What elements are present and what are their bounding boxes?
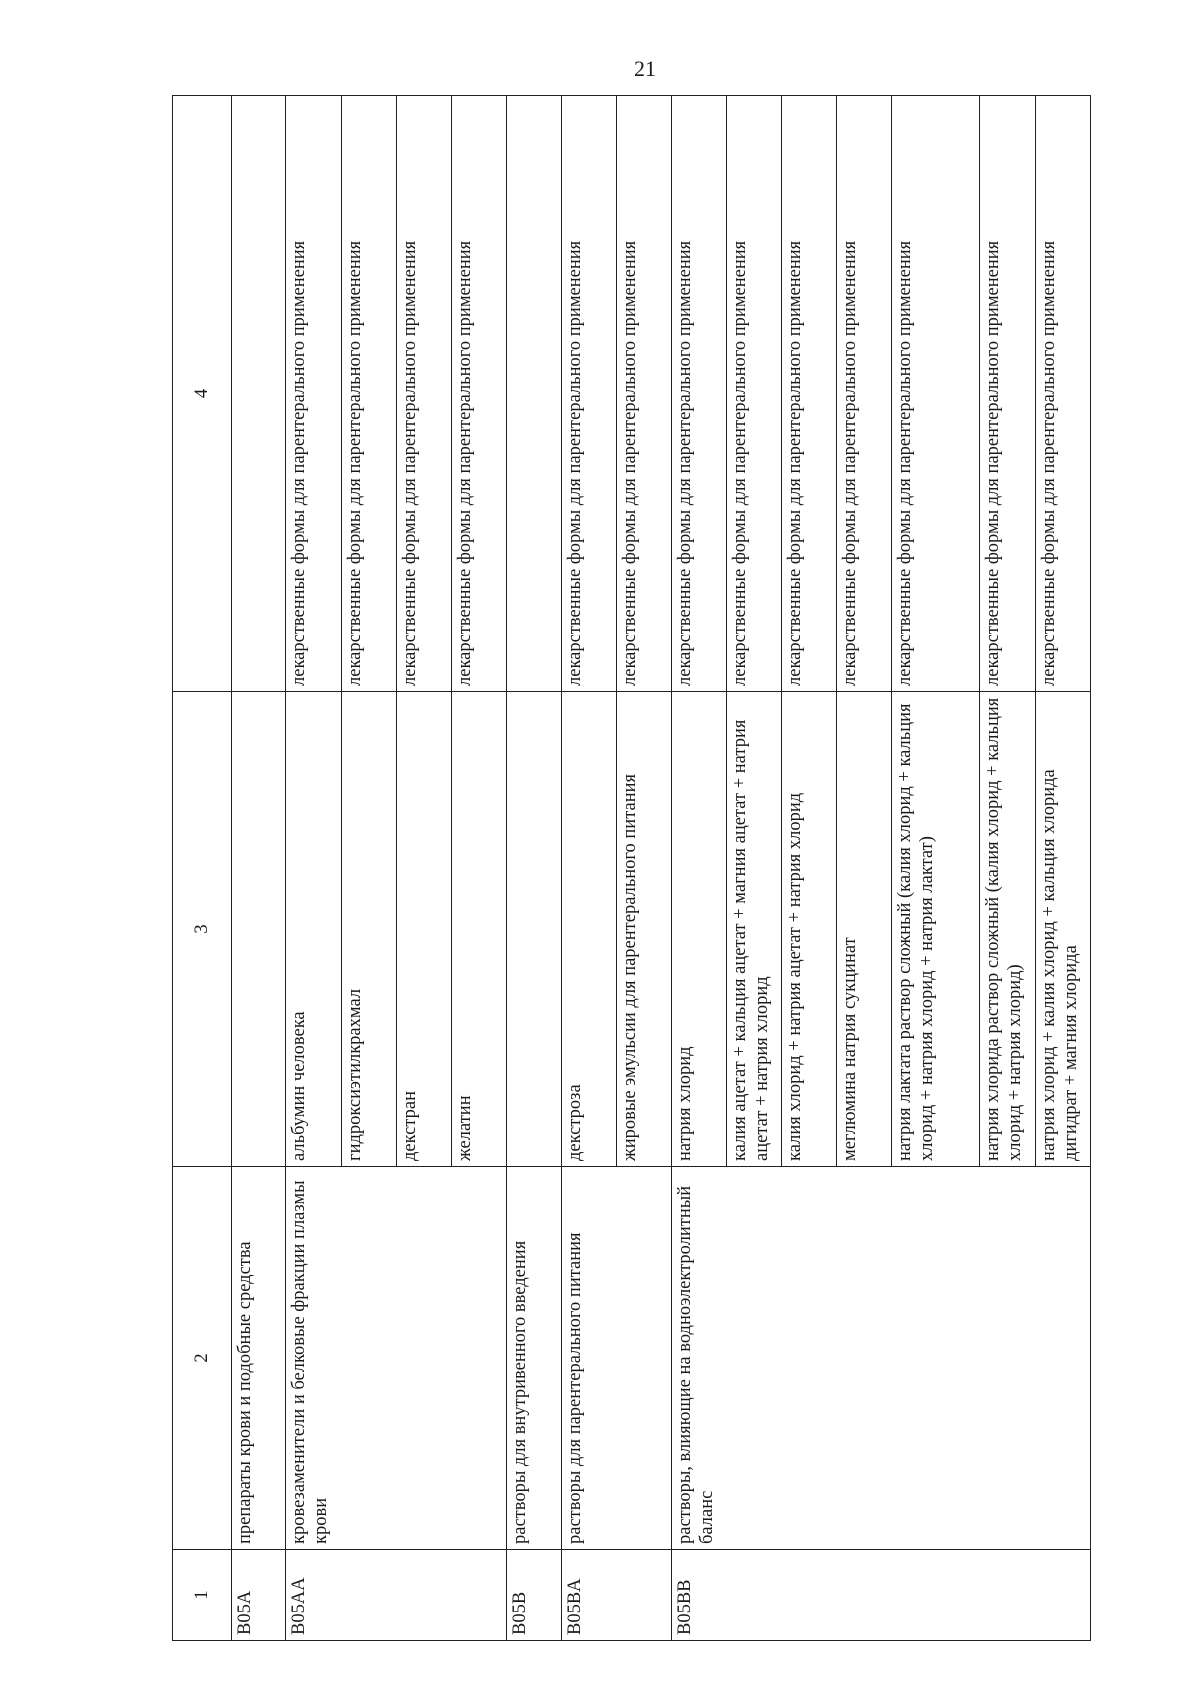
dosage-form: лекарственные формы для парентерального применения <box>617 96 672 692</box>
drug-name: натрия лактата раствор сложный (калия хлорид + кальция хлорид + натрия хлорид + натрия лактат) <box>892 692 980 1167</box>
drug-name: натрия хлорид + калия хлорид + кальция хлорида дигидрат + магния хлорида <box>1036 692 1091 1167</box>
drug-name: калия хлорид + натрия ацетат + натрия хлорид <box>782 692 837 1167</box>
dosage-form: лекарственные формы для парентерального применения <box>286 96 342 692</box>
group-name: кровезаменители и белковые фракции плазмы крови <box>286 1167 507 1550</box>
drug-name: калия ацетат + кальция ацетат + магния ацетат + натрия ацетат + натрия хлорид <box>727 692 782 1167</box>
dosage-form: лекарственные формы для парентерального применения <box>782 96 837 692</box>
header-col-4: 4 <box>173 96 232 692</box>
drug-name <box>232 692 286 1167</box>
header-col-1: 1 <box>173 1550 232 1641</box>
drug-name: желатин <box>452 692 507 1167</box>
dosage-form <box>232 96 286 692</box>
drug-name <box>507 692 562 1167</box>
table-row <box>672 96 727 1641</box>
header-col-2: 2 <box>173 1167 232 1550</box>
atc-code: B05BB <box>672 1550 1091 1641</box>
atc-code: B05A <box>232 1550 286 1641</box>
group-name: препараты крови и подобные средства <box>232 1167 286 1550</box>
dosage-form: лекарственные формы для парентерального применения <box>727 96 782 692</box>
table-row <box>562 96 617 1641</box>
group-name: растворы для внутривенного введения <box>507 1167 562 1550</box>
dosage-form: лекарственные формы для парентерального применения <box>837 96 892 692</box>
group-name: растворы, влияющие на водноэлектролитный баланс <box>672 1167 1091 1550</box>
dosage-form: лекарственные формы для парентерального применения <box>980 96 1036 692</box>
dosage-form: лекарственные формы для парентерального применения <box>452 96 507 692</box>
drug-name: альбумин человека <box>286 692 342 1167</box>
table-header-row <box>173 96 232 1641</box>
dosage-form <box>507 96 562 692</box>
group-name: растворы для парентерального питания <box>562 1167 672 1550</box>
drug-name: меглюмина натрия сукцинат <box>837 692 892 1167</box>
dosage-form: лекарственные формы для парентерального применения <box>342 96 397 692</box>
drug-name: жировые эмульсии для парентерального питания <box>617 692 672 1167</box>
atc-code: B05B <box>507 1550 562 1641</box>
dosage-form: лекарственные формы для парентерального применения <box>892 96 980 692</box>
page-number: 21 <box>634 56 656 81</box>
table-row <box>507 96 562 1641</box>
atc-code: B05AA <box>286 1550 507 1641</box>
dosage-form: лекарственные формы для парентерального применения <box>672 96 727 692</box>
drug-name: натрия хлорид <box>672 692 727 1167</box>
drug-name: натрия хлорида раствор сложный (калия хлорид + кальция хлорид + натрия хлорид) <box>980 692 1036 1167</box>
dosage-form: лекарственные формы для парентерального применения <box>1036 96 1091 692</box>
drug-classification-table <box>172 95 1091 1641</box>
table-row <box>286 96 342 1641</box>
header-col-3: 3 <box>173 692 232 1167</box>
rotated-page-content <box>172 96 1156 1641</box>
dosage-form: лекарственные формы для парентерального применения <box>562 96 617 692</box>
table-row <box>232 96 286 1641</box>
atc-code: B05BA <box>562 1550 672 1641</box>
drug-name: гидроксиэтилкрахмал <box>342 692 397 1167</box>
drug-name: декстран <box>397 692 452 1167</box>
dosage-form: лекарственные формы для парентерального применения <box>397 96 452 692</box>
drug-name: декстроза <box>562 692 617 1167</box>
